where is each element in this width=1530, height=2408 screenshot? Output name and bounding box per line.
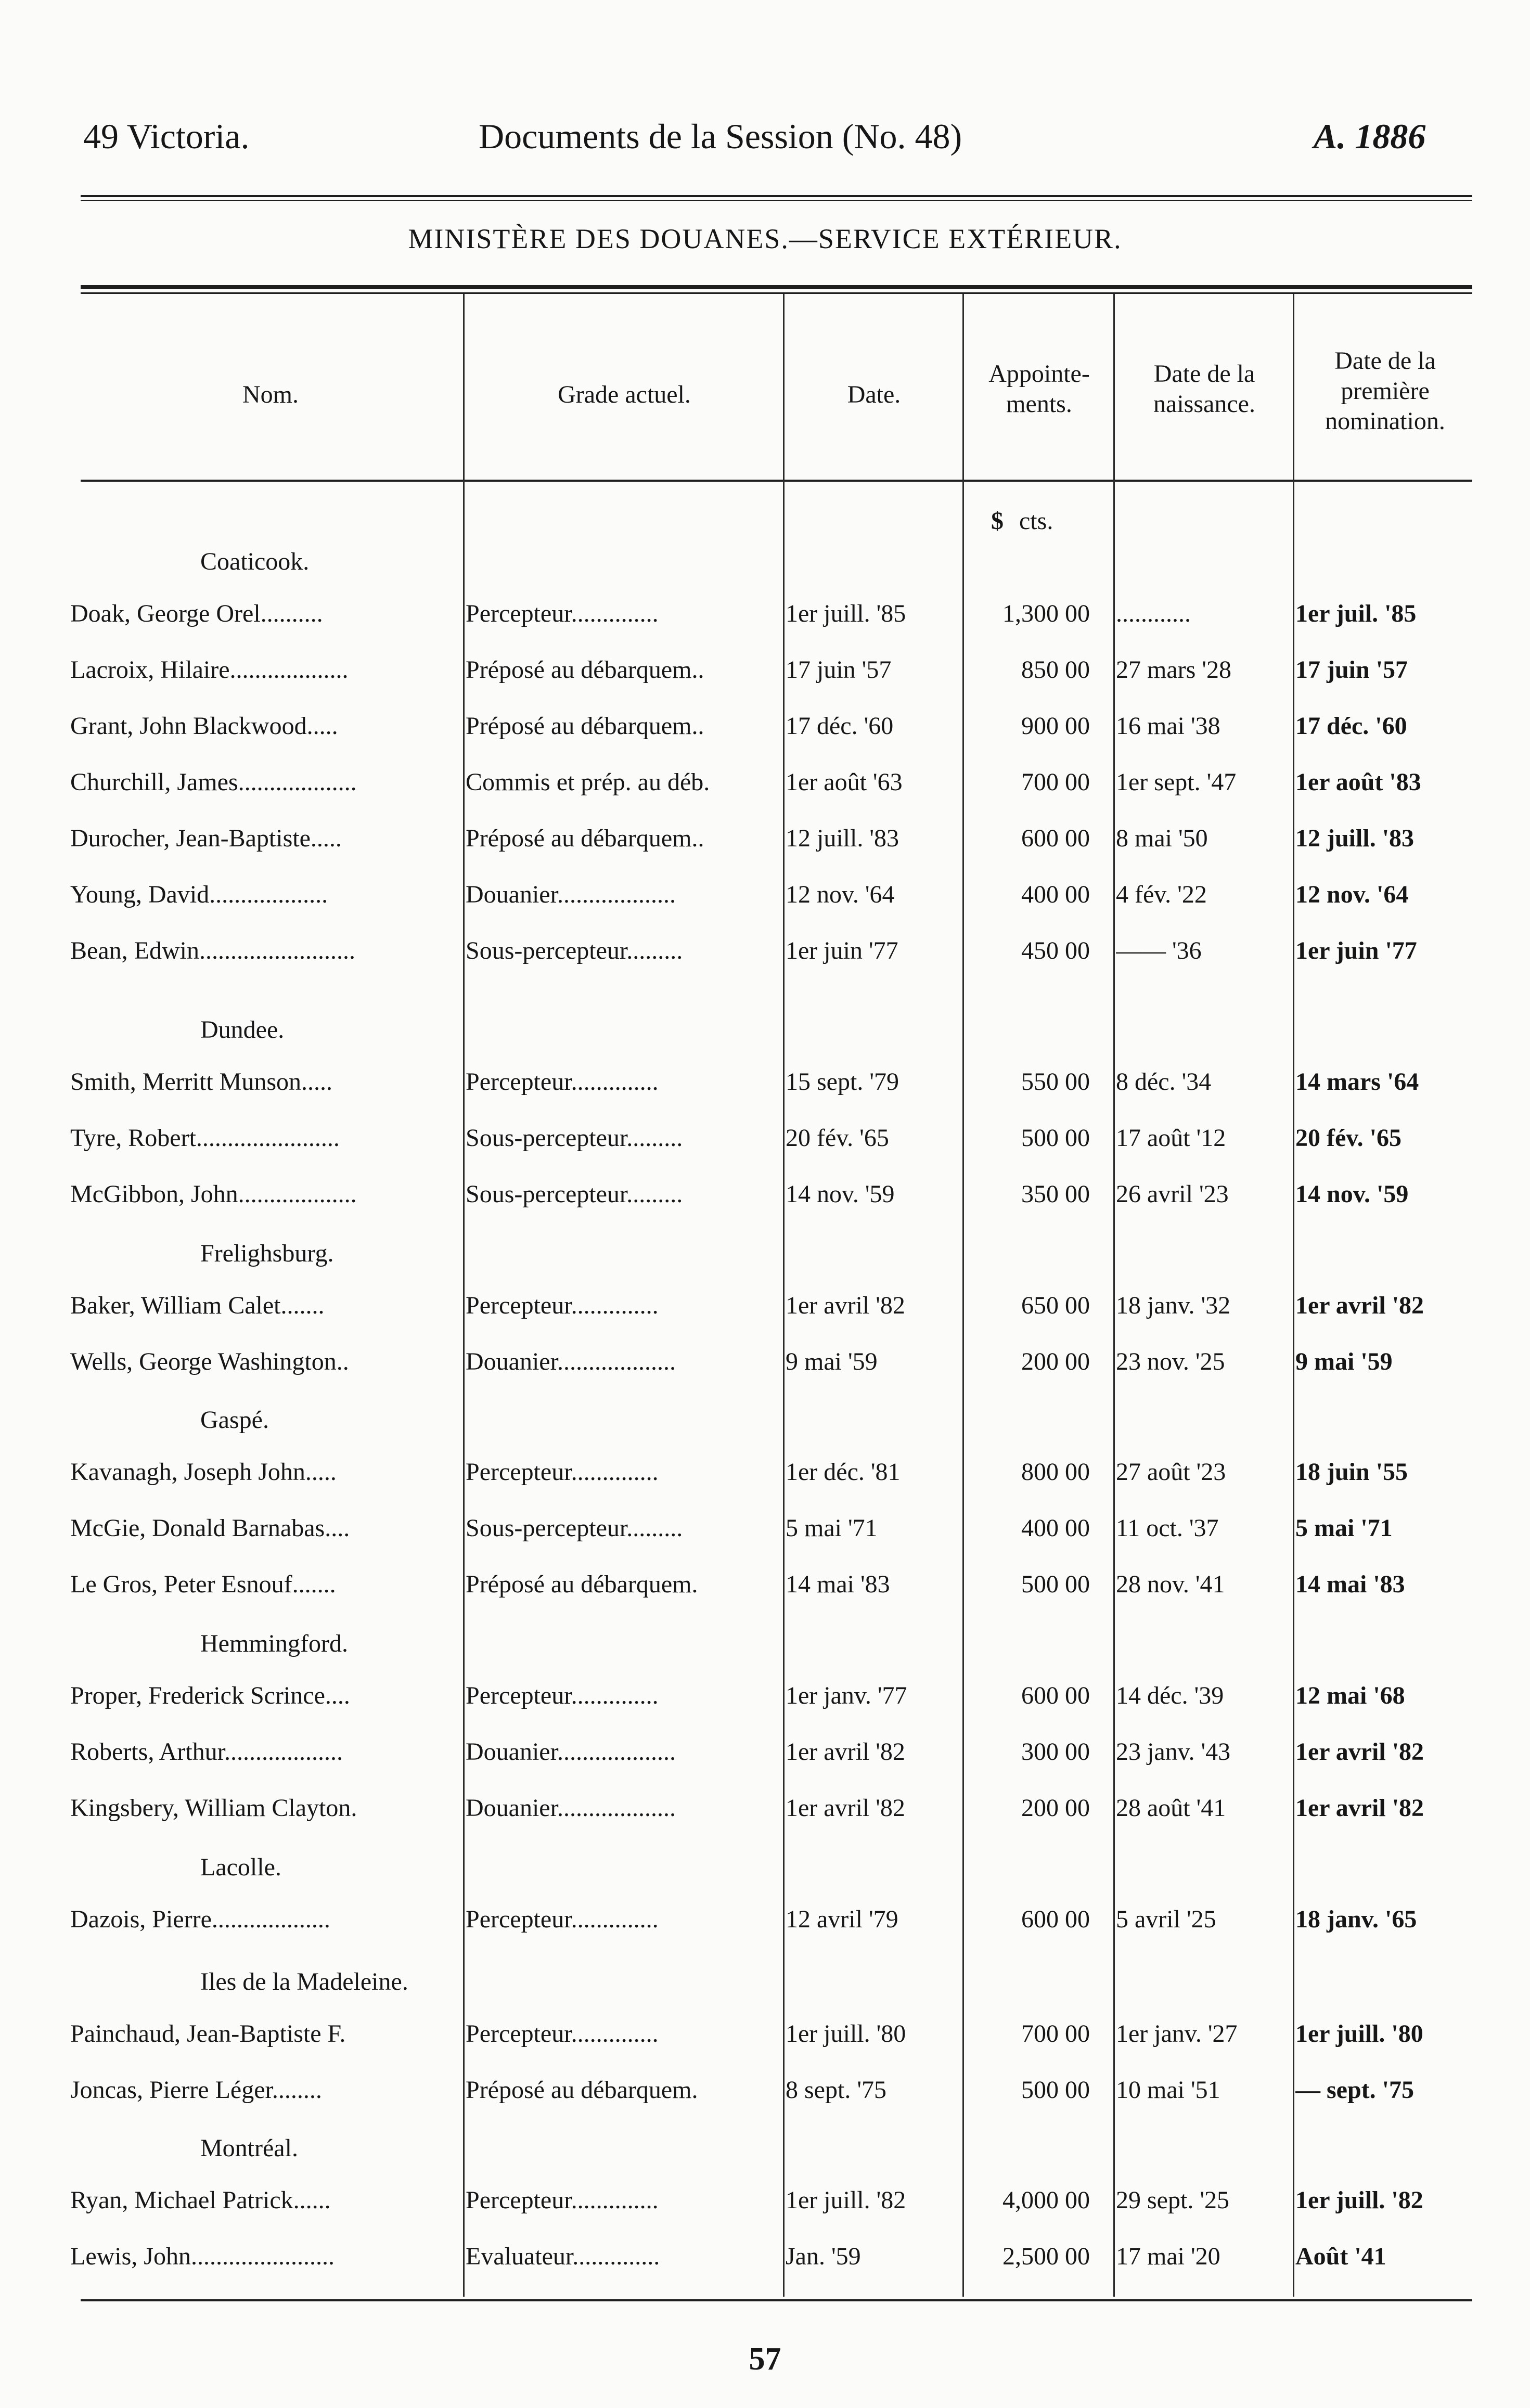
cell-naissance: 5 avril '25 (1116, 1905, 1216, 1933)
cell-date: 1er juin '77 (786, 937, 898, 964)
cell-premiere: 14 mai '83 (1295, 1570, 1405, 1598)
table-row (0, 1056, 1530, 1108)
cell-premiere: 14 nov. '59 (1295, 1180, 1409, 1208)
cell-naissance: 17 août '12 (1116, 1124, 1226, 1152)
cell-date: 14 nov. '59 (786, 1180, 895, 1208)
cell-name: Proper, Frederick Scrince.... (70, 1682, 350, 1709)
cell-appt: 4,000 00 (1002, 2186, 1090, 2214)
top-rule-2 (81, 200, 1472, 201)
cell-grade: Sous-percepteur......... (466, 1514, 683, 1542)
column-header-nom: Nom. (242, 381, 299, 408)
cell-appt: 500 00 (1021, 1124, 1090, 1152)
cell-date: 15 sept. '79 (786, 1068, 899, 1096)
cell-appt: 300 00 (1021, 1738, 1090, 1766)
table-row (0, 813, 1530, 865)
cell-date: 12 juill. '83 (786, 825, 899, 852)
cell-name: McGibbon, John................... (70, 1180, 357, 1208)
cell-appt: 1,300 00 (1002, 600, 1090, 627)
cell-date: 20 fév. '65 (786, 1124, 889, 1152)
cell-appt: 350 00 (1021, 1180, 1090, 1208)
cell-date: 9 mai '59 (786, 1348, 878, 1375)
cell-name: Dazois, Pierre................... (70, 1905, 330, 1933)
cell-date: 17 juin '57 (786, 656, 892, 684)
cell-name: Kingsbery, William Clayton. (70, 1794, 357, 1822)
table-row (0, 644, 1530, 696)
page-number: 57 (749, 2341, 781, 2377)
cell-date: 1er avril '82 (786, 1292, 905, 1319)
cell-name: Lacroix, Hilaire................... (70, 656, 349, 684)
currency-header (991, 506, 1053, 537)
table-row (0, 2174, 1530, 2226)
cell-naissance: ............ (1116, 600, 1191, 627)
cell-premiere: 1er juin '77 (1295, 937, 1417, 964)
cell-premiere: 14 mars '64 (1295, 1068, 1419, 1096)
cell-appt: 200 00 (1021, 1794, 1090, 1822)
cell-premiere: 1er juil. '85 (1295, 600, 1417, 627)
table-row (0, 1112, 1530, 1164)
cell-naissance: 27 août '23 (1116, 1458, 1226, 1486)
table-row (0, 2064, 1530, 2116)
cell-date: 1er avril '82 (786, 1794, 905, 1822)
cell-premiere: 1er avril '82 (1295, 1738, 1424, 1766)
cell-name: Young, David................... (70, 881, 328, 908)
cell-premiere: Août '41 (1295, 2243, 1386, 2270)
column-header-date: Date. (847, 381, 901, 408)
table-row (0, 1446, 1530, 1498)
cell-grade: Préposé au débarquem. (466, 2076, 698, 2104)
currency-dollar: $ (991, 507, 1004, 535)
cell-premiere: 1er avril '82 (1295, 1794, 1424, 1822)
cell-date: 1er déc. '81 (786, 1458, 901, 1486)
cell-name: Joncas, Pierre Léger........ (70, 2076, 322, 2104)
cell-appt: 700 00 (1021, 768, 1090, 796)
cell-date: 14 mai '83 (786, 1570, 890, 1598)
cell-grade: Percepteur.............. (466, 2020, 659, 2048)
cell-naissance: 1er janv. '27 (1116, 2020, 1238, 2048)
cell-date: 1er juill. '80 (786, 2020, 906, 2048)
cell-premiere: 12 juill. '83 (1295, 825, 1415, 852)
section-title: Montréal. (200, 2134, 298, 2162)
cell-grade: Préposé au débarquem.. (466, 825, 704, 852)
cell-naissance: 26 avril '23 (1116, 1180, 1229, 1208)
cell-grade: Percepteur.............. (466, 600, 659, 627)
cell-name: Wells, George Washington.. (70, 1348, 349, 1375)
table-row (0, 925, 1530, 977)
table-row (0, 2008, 1530, 2060)
cell-grade: Préposé au débarquem.. (466, 712, 704, 740)
section-title: Hemmingford. (200, 1630, 348, 1657)
cell-naissance: 28 août '41 (1116, 1794, 1226, 1822)
cell-premiere: 18 janv. '65 (1295, 1905, 1417, 1933)
cell-appt: 700 00 (1021, 2020, 1090, 2048)
cell-appt: 400 00 (1021, 1514, 1090, 1542)
cell-appt: 500 00 (1021, 2076, 1090, 2104)
cell-premiere: 1er juill. '82 (1295, 2186, 1423, 2214)
column-header-appointements: Appointe-ments. (988, 360, 1090, 418)
cell-naissance: 8 déc. '34 (1116, 1068, 1212, 1096)
column-header-grade: Grade actuel. (558, 381, 691, 408)
cell-date: 1er janv. '77 (786, 1682, 907, 1709)
table-top-rule-1 (81, 285, 1472, 289)
cell-appt: 450 00 (1021, 937, 1090, 964)
section-title: Frelighsburg. (200, 1240, 334, 1267)
table-row (0, 1782, 1530, 1834)
cell-date: 12 nov. '64 (786, 881, 895, 908)
cell-grade: Commis et prép. au déb. (466, 768, 710, 796)
cell-name: Bean, Edwin......................... (70, 937, 355, 964)
cell-appt: 200 00 (1021, 1348, 1090, 1375)
cell-grade: Percepteur.............. (466, 1905, 659, 1933)
cell-grade: Percepteur.............. (466, 1292, 659, 1319)
cell-date: 1er juill. '82 (786, 2186, 906, 2214)
table-row (0, 1670, 1530, 1722)
cell-appt: 600 00 (1021, 1682, 1090, 1709)
cell-appt: 2,500 00 (1002, 2243, 1090, 2270)
header-center: Documents de la Session (No. 48) (479, 117, 962, 156)
cell-name: Ryan, Michael Patrick...... (70, 2186, 331, 2214)
cell-appt: 500 00 (1021, 1570, 1090, 1598)
cell-name: Churchill, James................... (70, 768, 357, 796)
table-row (0, 756, 1530, 808)
cell-grade: Sous-percepteur......... (466, 1180, 683, 1208)
cell-grade: Sous-percepteur......... (466, 937, 683, 964)
cell-naissance: 27 mars '28 (1116, 656, 1231, 684)
cell-grade: Percepteur.............. (466, 1068, 659, 1096)
cell-grade: Percepteur.............. (466, 1458, 659, 1486)
cell-naissance: 28 nov. '41 (1116, 1570, 1225, 1598)
cell-appt: 850 00 (1021, 656, 1090, 684)
cell-appt: 550 00 (1021, 1068, 1090, 1096)
cell-date: 1er juill. '85 (786, 600, 906, 627)
column-header-premiere-nomination: Date de la première nomination. (1325, 347, 1445, 435)
section-title: Lacolle. (200, 1853, 281, 1881)
table-row (0, 1894, 1530, 1946)
cell-appt: 800 00 (1021, 1458, 1090, 1486)
cell-premiere: 12 nov. '64 (1295, 881, 1409, 908)
cell-date: 8 sept. '75 (786, 2076, 886, 2104)
section-title: Iles de la Madeleine. (200, 1968, 408, 1995)
table-row (0, 1336, 1530, 1388)
cell-name: Grant, John Blackwood..... (70, 712, 338, 740)
cell-grade: Douanier................... (466, 1794, 676, 1822)
header-right: A. 1886 (1314, 117, 1426, 156)
table-row (0, 1280, 1530, 1332)
cell-naissance: 18 janv. '32 (1116, 1292, 1231, 1319)
cell-premiere: 17 déc. '60 (1295, 712, 1407, 740)
cell-date: 1er avril '82 (786, 1738, 905, 1766)
cell-naissance: 1er sept. '47 (1116, 768, 1237, 796)
cell-premiere: 20 fév. '65 (1295, 1124, 1402, 1152)
column-header-naissance: Date de la naissance. (1153, 360, 1255, 418)
table-row (0, 700, 1530, 752)
cell-name: Doak, George Orel.......... (70, 600, 323, 627)
cell-grade: Percepteur.............. (466, 1682, 659, 1709)
cell-naissance: 23 janv. '43 (1116, 1738, 1231, 1766)
cell-grade: Préposé au débarquem.. (466, 656, 704, 684)
bottom-rule (81, 2299, 1472, 2301)
table-row (0, 869, 1530, 921)
cell-grade: Percepteur.............. (466, 2186, 659, 2214)
cell-grade: Douanier................... (466, 1738, 676, 1766)
cell-naissance: 11 oct. '37 (1116, 1514, 1219, 1542)
cell-date: Jan. '59 (786, 2243, 861, 2270)
cell-name: Smith, Merritt Munson..... (70, 1068, 333, 1096)
section-title: Coaticook. (200, 548, 310, 575)
table-row (0, 2231, 1530, 2283)
cell-premiere: 9 mai '59 (1295, 1348, 1393, 1375)
table-row (0, 1502, 1530, 1554)
section-title: Gaspé. (200, 1406, 269, 1434)
table-row (0, 1559, 1530, 1611)
cell-name: Lewis, John....................... (70, 2243, 335, 2270)
cell-appt: 650 00 (1021, 1292, 1090, 1319)
header-left: 49 Victoria. (83, 117, 250, 156)
cell-name: Baker, William Calet....... (70, 1292, 325, 1319)
cell-naissance: 29 sept. '25 (1116, 2186, 1229, 2214)
cell-grade: Douanier................... (466, 1348, 676, 1375)
table-row (0, 1726, 1530, 1778)
cell-name: Painchaud, Jean-Baptiste F. (70, 2020, 346, 2048)
cell-naissance: 4 fév. '22 (1116, 881, 1207, 908)
cell-naissance: 23 nov. '25 (1116, 1348, 1225, 1375)
cell-premiere: 5 mai '71 (1295, 1514, 1393, 1542)
top-rule-1 (81, 195, 1472, 197)
cell-naissance: 17 mai '20 (1116, 2243, 1220, 2270)
cell-naissance: —— '36 (1116, 937, 1202, 964)
cell-name: McGie, Donald Barnabas.... (70, 1514, 350, 1542)
cell-premiere: 1er avril '82 (1295, 1292, 1424, 1319)
cell-date: 5 mai '71 (786, 1514, 878, 1542)
section-title: Dundee. (200, 1016, 285, 1044)
cell-name: Kavanagh, Joseph John..... (70, 1458, 337, 1486)
cell-appt: 400 00 (1021, 881, 1090, 908)
table-row (0, 1168, 1530, 1220)
cell-grade: Evaluateur.............. (466, 2243, 660, 2270)
cell-premiere: — sept. '75 (1295, 2076, 1414, 2104)
cell-appt: 900 00 (1021, 712, 1090, 740)
cell-appt: 600 00 (1021, 1905, 1090, 1933)
cell-grade: Préposé au débarquem. (466, 1570, 698, 1598)
cell-naissance: 14 déc. '39 (1116, 1682, 1224, 1709)
page-subtitle: MINISTÈRE DES DOUANES.—SERVICE EXTÉRIEUR. (408, 223, 1122, 254)
cell-appt: 600 00 (1021, 825, 1090, 852)
cell-name: Durocher, Jean-Baptiste..... (70, 825, 342, 852)
header-rule (81, 480, 1472, 482)
table-row (0, 588, 1530, 640)
cell-premiere: 12 mai '68 (1295, 1682, 1405, 1709)
cell-naissance: 10 mai '51 (1116, 2076, 1220, 2104)
cell-premiere: 17 juin '57 (1295, 656, 1408, 684)
cell-date: 1er août '63 (786, 768, 903, 796)
cell-name: Roberts, Arthur................... (70, 1738, 343, 1766)
cell-grade: Douanier................... (466, 881, 676, 908)
cell-premiere: 18 juin '55 (1295, 1458, 1408, 1486)
cell-naissance: 8 mai '50 (1116, 825, 1208, 852)
cell-date: 17 déc. '60 (786, 712, 894, 740)
cell-premiere: 1er août '83 (1295, 768, 1421, 796)
cell-grade: Sous-percepteur......... (466, 1124, 683, 1152)
cell-date: 12 avril '79 (786, 1905, 898, 1933)
table-top-rule-2 (81, 292, 1472, 294)
cell-name: Le Gros, Peter Esnouf....... (70, 1570, 336, 1598)
cell-name: Tyre, Robert....................... (70, 1124, 340, 1152)
cell-premiere: 1er juill. '80 (1295, 2020, 1423, 2048)
currency-cents: cts. (1019, 507, 1053, 535)
cell-naissance: 16 mai '38 (1116, 712, 1220, 740)
